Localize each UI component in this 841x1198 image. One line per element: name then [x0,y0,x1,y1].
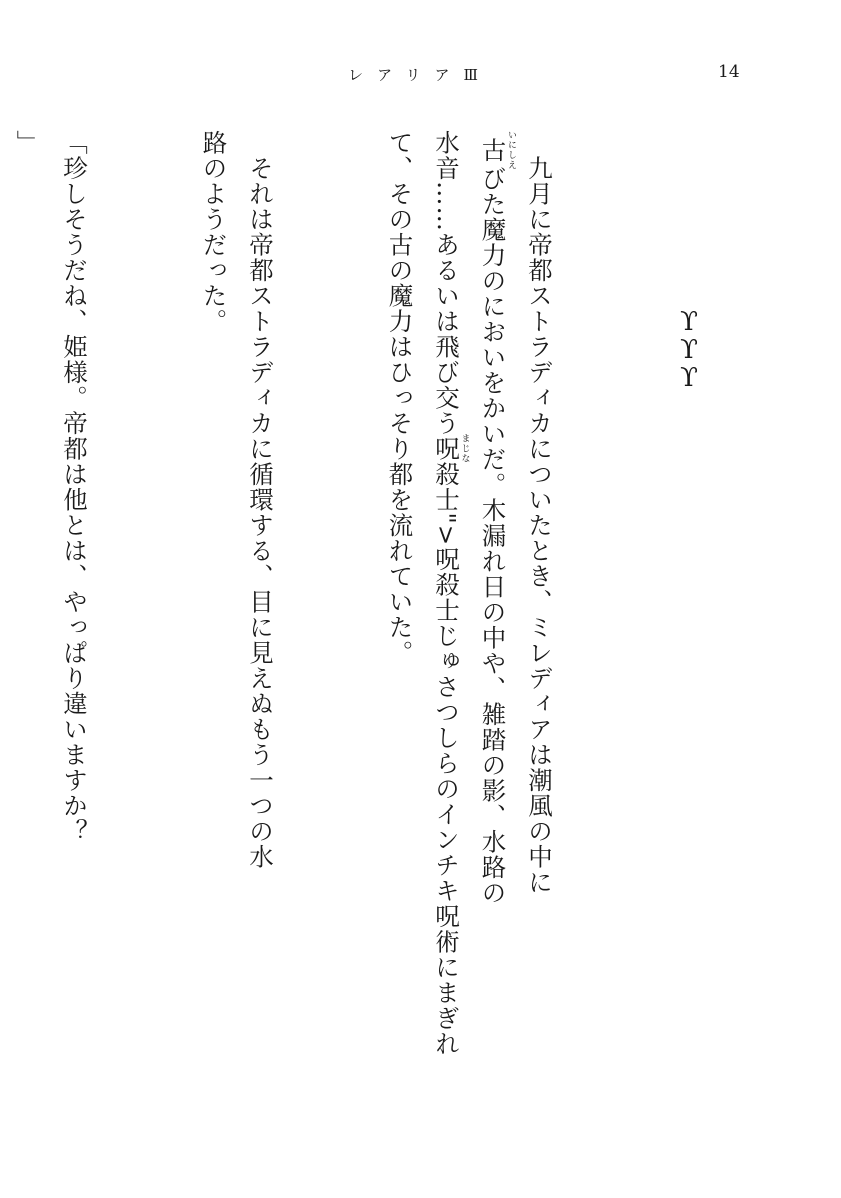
paragraph: 「珍しそうだね、姫様。帝都は他とは、やっぱり違いますか？ 」 [13,130,89,844]
running-head: レアリアⅢ [348,66,492,84]
paragraph: 九月に帝都ストラディカについたとき、ミレディアは潮風の中に 古いにしえびた魔力のにおいをかいだ。木漏れ日の中や、雑踏の影、水路の 水音……あるいは飛び交う呪まじな殺士">呪殺士じゅさつしらのインチキ呪術にまぎれ て、その古の魔力はひっそり都を流れていた。 [385,130,554,1057]
ornament-icon: ϒ [680,335,698,365]
paragraph: それは帝都ストラディカに循環する、目に見えぬもう一つの水 路のようだった。 [199,130,275,870]
ornament-icon: ϒ [680,363,698,393]
scene-break-ornament [672,308,706,392]
page-number: 14 [718,62,740,82]
ruby-annotation: 呪まじな [432,433,470,464]
body-text [13,130,655,1130]
ornament-icon: ϒ [680,307,698,337]
ruby-annotation: 古いにしえ [478,130,516,170]
